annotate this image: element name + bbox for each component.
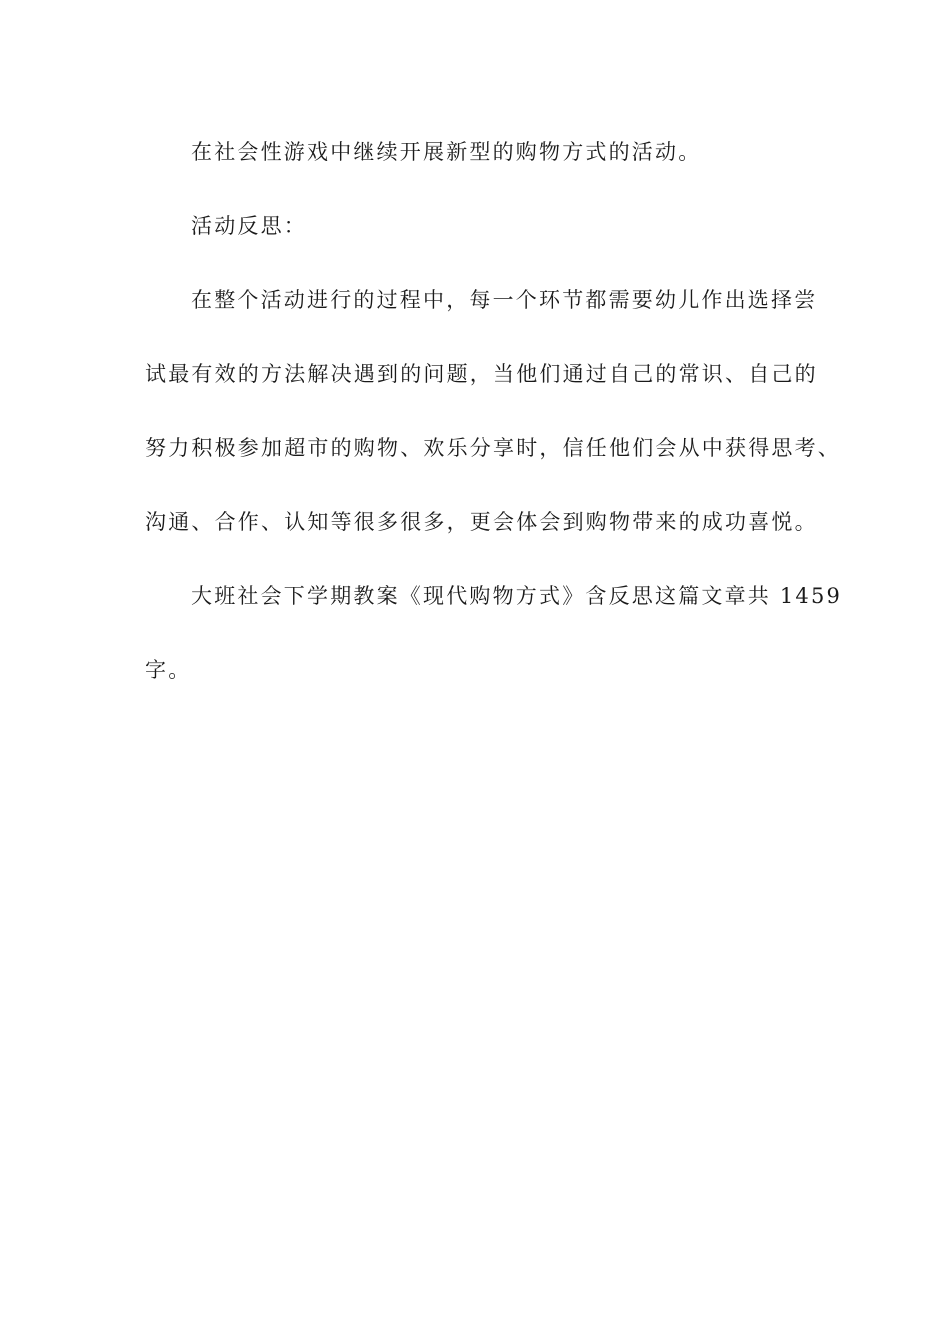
paragraph-line: 沟通、合作、认知等很多很多，更会体会到购物带来的成功喜悦。 — [145, 510, 818, 534]
paragraph-3 — [145, 274, 841, 570]
paragraph-line: 努力积极参加超市的购物、欢乐分享时，信任他们会从中获得思考、 — [145, 436, 841, 460]
paragraph-line: 字。 — [145, 658, 192, 682]
paragraph-line: 在社会性游戏中继续开展新型的购物方式的活动。 — [191, 140, 702, 164]
paragraph-line: 大班社会下学期教案《现代购物方式》含反思这篇文章共 1459 — [191, 584, 843, 608]
document-body — [145, 126, 843, 718]
paragraph-line: 活动反思： — [191, 214, 307, 238]
paragraph-2-heading — [145, 200, 815, 274]
paragraph-line: 在整个活动进行的过程中，每一个环节都需要幼儿作出选择尝 — [191, 288, 818, 312]
paragraph-line: 试最有效的方法解决遇到的问题，当他们通过自己的常识、自己的 — [145, 362, 818, 386]
paragraph-1 — [145, 126, 815, 200]
paragraph-4 — [145, 570, 843, 718]
